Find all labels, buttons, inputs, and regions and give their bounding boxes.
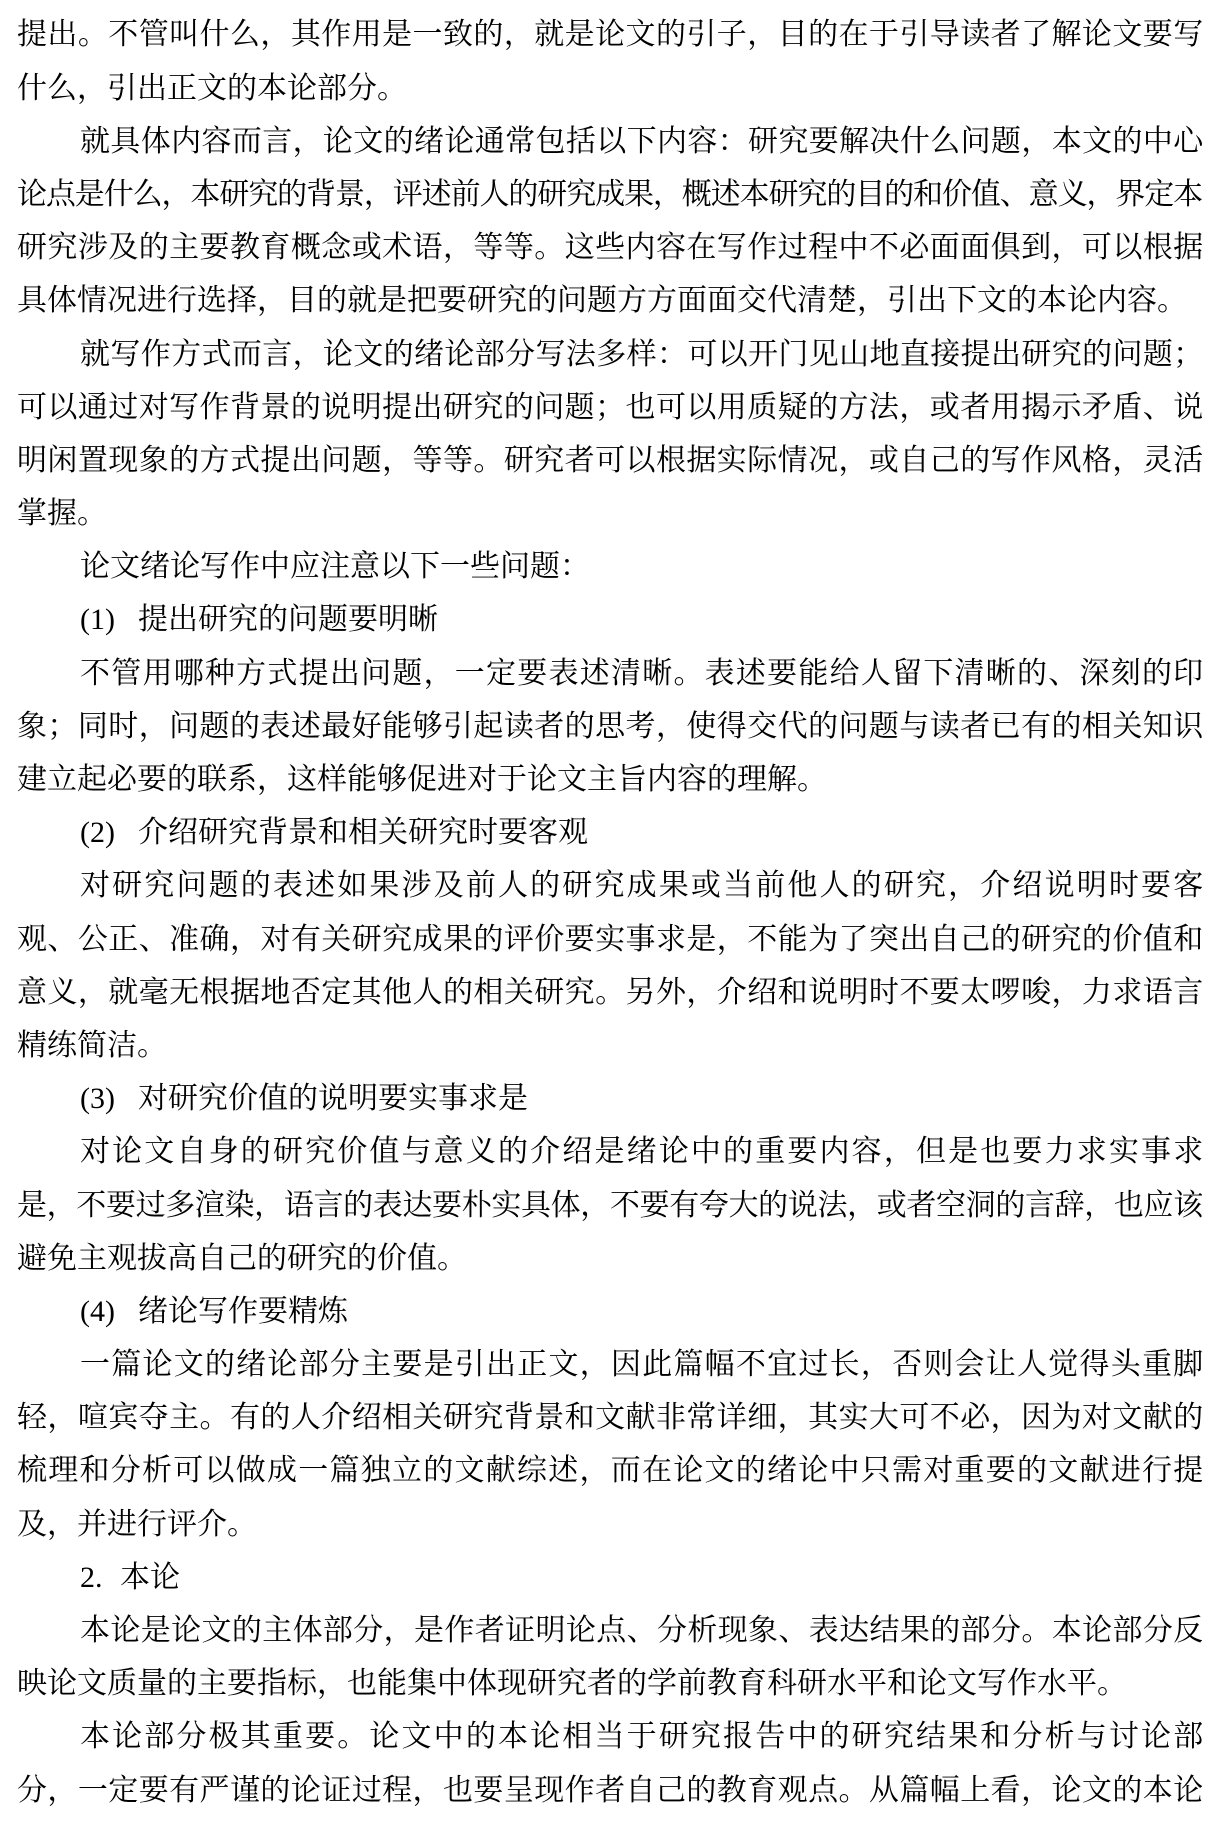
subheading-number: (3)	[80, 1082, 115, 1116]
text-line: 及，并进行评介。	[17, 1506, 257, 1542]
section-title: 本论	[120, 1559, 180, 1595]
paragraph	[17, 1604, 1202, 1710]
text-line: 分，一定要有严谨的论证过程，也要呈现作者自己的教育观点。从篇幅上看，论文的本论	[17, 1772, 1202, 1808]
text-line: 本论部分极其重要。论文中的本论相当于研究报告中的研究结果和分析与讨论部	[80, 1719, 1202, 1755]
text-line: 什么，引出正文的本论部分。	[17, 70, 407, 106]
text-line: 观、公正、准确，对有关研究成果的评价要实事求是，不能为了突出自己的研究的价值和	[17, 921, 1202, 957]
subheading-number: (1)	[80, 603, 115, 637]
paragraph	[17, 859, 1202, 1072]
text-line: 映论文质量的主要指标，也能集中体现研究者的学前教育科研水平和论文写作水平。	[17, 1666, 1127, 1702]
text-line: 对论文自身的研究价值与意义的介绍是绪论中的重要内容，但是也要力求实事求	[80, 1134, 1202, 1170]
text-line: 精练简洁。	[17, 1027, 167, 1063]
section-number: 2.	[80, 1560, 103, 1594]
paragraph	[17, 1710, 1202, 1816]
text-line: 掌握。	[17, 496, 107, 532]
text-line: 具体情况进行选择，目的就是把要研究的问题方方面面交代清楚，引出下文的本论内容。	[17, 283, 1187, 319]
subheading-title: 绪论写作要精炼	[138, 1293, 348, 1329]
section-heading	[17, 1551, 1202, 1604]
subheading-3	[17, 1072, 1202, 1125]
text-line: 就写作方式而言，论文的绪论部分写法多样：可以开门见山地直接提出研究的问题；	[80, 336, 1202, 372]
text-line: 论文绪论写作中应注意以下一些问题：	[80, 549, 590, 585]
text-line: 对研究问题的表述如果涉及前人的研究成果或当前他人的研究，介绍说明时要客	[80, 868, 1202, 904]
paragraph	[17, 1125, 1202, 1285]
text-line: 不管用哪种方式提出问题，一定要表述清晰。表述要能给人留下清晰的、深刻的印	[80, 655, 1202, 691]
text-line: 避免主观拔高自己的研究的价值。	[17, 1240, 467, 1276]
text-line: 论点是什么，本研究的背景，评述前人的研究成果，概述本研究的目的和价值、意义，界定本	[17, 176, 1202, 212]
text-line: 梳理和分析可以做成一篇独立的文献综述，而在论文的绪论中只需对重要的文献进行提	[17, 1453, 1202, 1489]
paragraph-writing-method	[17, 328, 1202, 541]
text-line: 是，不要过多渲染，语言的表达要朴实具体，不要有夸大的说法，或者空洞的言辞，也应该	[17, 1187, 1202, 1223]
subheading-title: 提出研究的问题要明晰	[138, 602, 438, 638]
text-line: 可以通过对写作背景的说明提出研究的问题；也可以用质疑的方法，或者用揭示矛盾、说	[17, 389, 1202, 425]
subheading-2	[17, 806, 1202, 859]
text-line: 一篇论文的绪论部分主要是引出正文，因此篇幅不宜过长，否则会让人觉得头重脚	[80, 1347, 1202, 1383]
text-line: 象；同时，问题的表述最好能够引起读者的思考，使得交代的问题与读者已有的相关知识	[17, 708, 1202, 744]
subheading-title: 介绍研究背景和相关研究时要客观	[138, 815, 588, 851]
paragraph-continuation	[17, 8, 1202, 114]
page-body	[17, 8, 1202, 1816]
paragraph-lead-in	[17, 540, 1202, 593]
text-line: 建立起必要的联系，这样能够促进对于论文主旨内容的理解。	[17, 762, 827, 798]
paragraph	[17, 1338, 1202, 1551]
subheading-number: (4)	[80, 1294, 115, 1328]
text-line: 研究涉及的主要教育概念或术语，等等。这些内容在写作过程中不必面面俱到，可以根据	[17, 230, 1202, 266]
text-line: 轻，喧宾夺主。有的人介绍相关研究背景和文献非常详细，其实大可不必，因为对文献的	[17, 1400, 1202, 1436]
text-line: 本论是论文的主体部分，是作者证明论点、分析现象、表达结果的部分。本论部分反	[80, 1613, 1202, 1649]
subheading-4	[17, 1285, 1202, 1338]
paragraph	[17, 647, 1202, 807]
subheading-title: 对研究价值的说明要实事求是	[138, 1081, 528, 1117]
paragraph-intro-content	[17, 115, 1202, 328]
text-line: 就具体内容而言，论文的绪论通常包括以下内容：研究要解决什么问题，本文的中心	[80, 123, 1202, 159]
subheading-number: (2)	[80, 816, 115, 850]
text-line: 明闲置现象的方式提出问题，等等。研究者可以根据实际情况，或自己的写作风格，灵活	[17, 442, 1202, 478]
text-line: 意义，就毫无根据地否定其他人的相关研究。另外，介绍和说明时不要太啰唆，力求语言	[17, 974, 1202, 1010]
text-line: 提出。不管叫什么，其作用是一致的，就是论文的引子，目的在于引导读者了解论文要写	[17, 17, 1202, 53]
subheading-1	[17, 593, 1202, 646]
